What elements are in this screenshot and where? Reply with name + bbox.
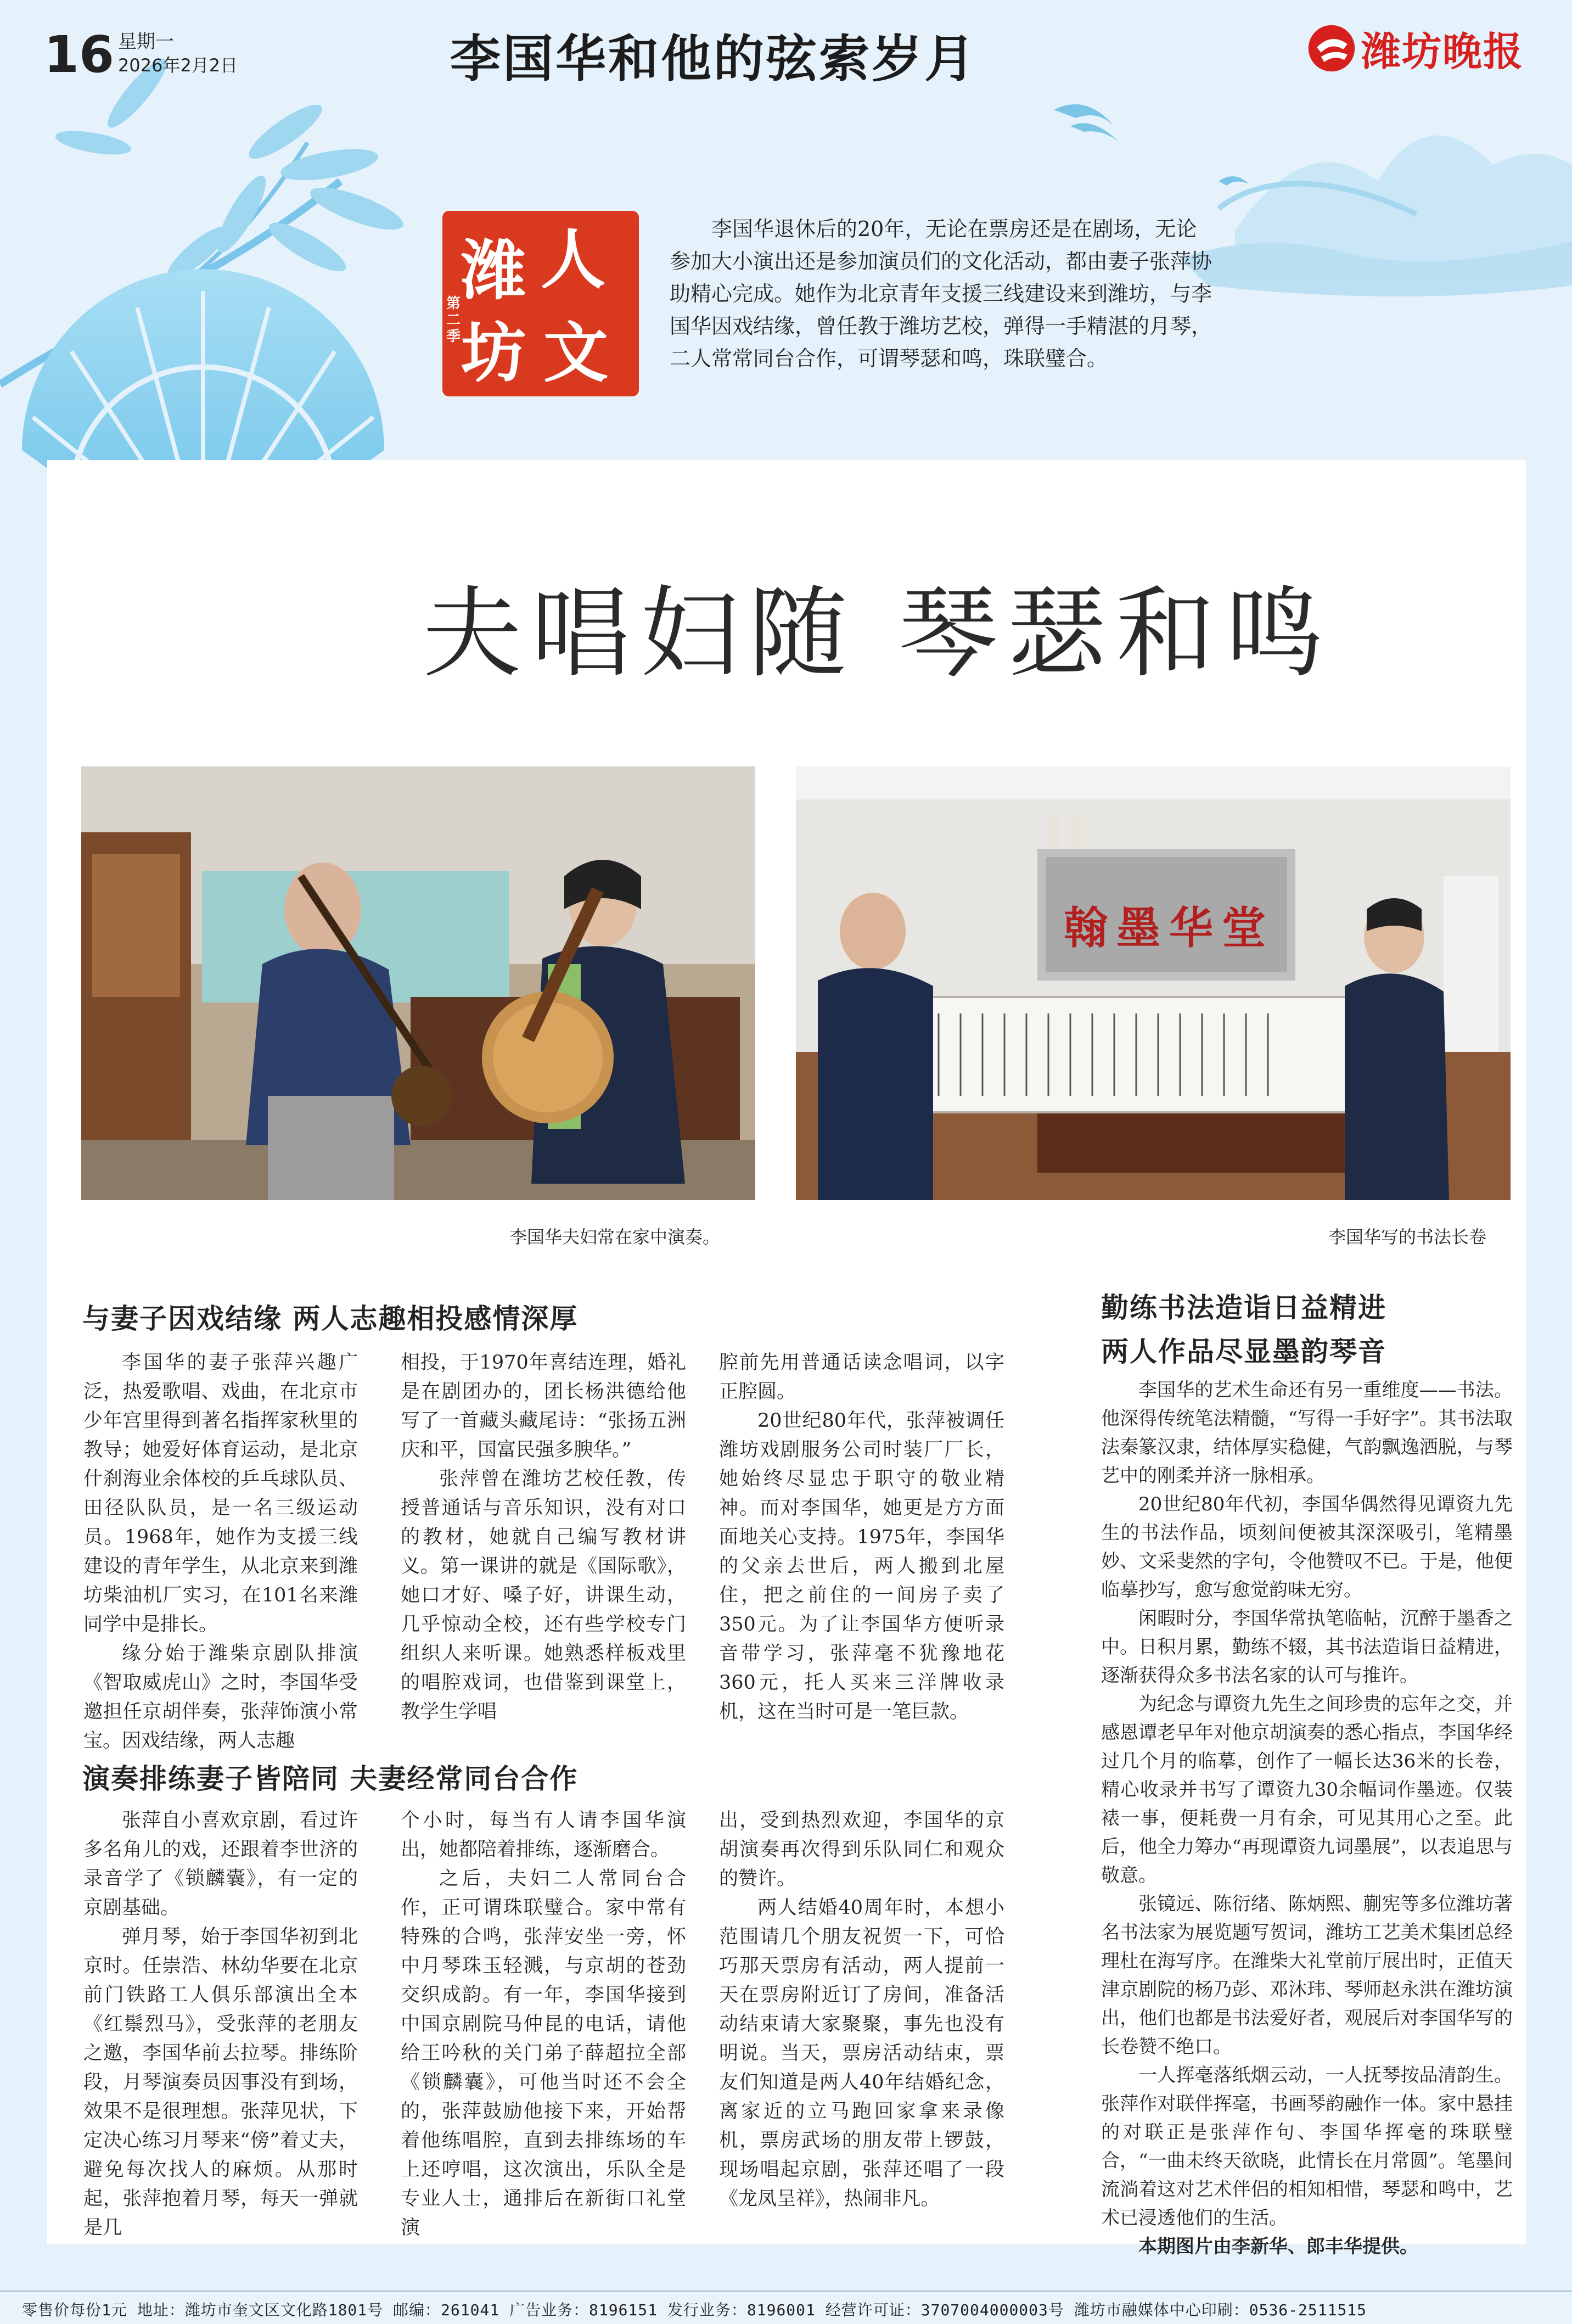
page-number: 16 xyxy=(44,25,115,84)
mountain-cloud-icon xyxy=(1180,136,1572,296)
bird-icon xyxy=(1054,104,1249,186)
page-title: 李国华和他的弦索岁月 xyxy=(450,30,978,88)
paragraph: 20世纪80年代，张萍被调任潍坊戏剧服务公司时装厂厂长，她始终尽显忠于职守的敬业精神。而对李国华，她更是方方面面地关心支持。1975年，李国华的父亲去世后，两人搬到北屋住，把之前住的一间房子卖了350元。为了让李国华方便听录音带学习，张萍毫不犹豫地花360元，托人买来三洋牌收录机，这在当时可是一笔巨款。 xyxy=(719,1410,1004,1723)
article-column xyxy=(719,1348,1004,1727)
paragraph: 两人结婚40周年时，本想小范围请几个朋友祝贺一下，可恰巧那天票房有活动，两人提前一天在票房附近订了房间，准备活动结束请大家聚聚，事先也没有明说。当天，票房活动结束，票友们知道是两人40年结婚纪念，离家近的立马跑回家拿来录像机，票房武场的朋友带上锣鼓，现场唱起京剧，张萍还唱了一段《龙凤呈祥》，热闹非凡。 xyxy=(719,1897,1004,2210)
paragraph: 腔前先用普通话读念唱词，以字正腔圆。 xyxy=(719,1352,1004,1403)
paragraph: 李国华的艺术生命还有另一重维度——书法。他深得传统笔法精髓，“写得一手好字”。其书法取法秦篆汉隶，结体厚实稳健，气韵飘逸洒脱，与琴艺中的刚柔并济一脉相承。 xyxy=(1101,1379,1513,1487)
column-seal xyxy=(439,208,642,400)
calligraphy-plaque: 翰墨华堂 xyxy=(1064,902,1275,954)
article-column xyxy=(719,1806,1004,2214)
seal-char: 潍 xyxy=(461,232,526,309)
intro-text: 李国华退休后的20年，无论在票房还是在剧场，无论参加大小演出还是参加演员们的文化活动，都由妻子张萍协助精心完成。她作为北京青年支援三线建设来到潍坊，与李国华因戏结缘，曾任教于潍坊艺校，弹得一手精湛的月琴，二人常常同台合作，可谓琴瑟和鸣，珠联璧合。 xyxy=(670,217,1212,371)
paragraph: 李国华的妻子张萍兴趣广泛，热爱歌唱、戏曲，在北京市少年宫里得到著名指挥家秋里的教导；她爱好体育运动，是北京什刹海业余体校的乒乓球队员、田径队队员，是一名三级运动员。1968年，她作为支援三线建设的青年学生，从北京来到潍坊柴油机厂实习，在101名来潍同学中是排长。 xyxy=(83,1352,358,1636)
paragraph: 相投，于1970年喜结连理，婚礼是在剧团办的，团长杨洪德给他写了一首藏头藏尾诗：“张扬五洲庆和平，国富民强多腴华。” xyxy=(401,1352,686,1461)
article-column xyxy=(83,1806,358,2243)
photo-credit: 本期图片由李新华、郎丰华提供。 xyxy=(1138,2236,1418,2258)
article-column xyxy=(401,1806,686,2243)
paragraph: 张镜远、陈衍绪、陈炳熙、蒯宪等多位潍坊著名书法家为展览题写贺词，潍坊工艺美术集团总经理杜在海写序。在潍柴大礼堂前厅展出时，正值天津京剧院的杨乃彭、邓沐玮、琴师赵永洪在潍坊演出，他们也都是书法爱好者，观展后对李国华写的长卷赞不绝口。 xyxy=(1101,1893,1513,2058)
paragraph: 张萍曾在潍坊艺校任教，传授普通话与音乐知识，没有对口的教材，她就自己编写教材讲义。第一课讲的就是《国际歌》，她口才好、嗓子好，讲课生动，几乎惊动全校，还有些学校专门组织人来听课。她熟悉样板戏里的唱腔戏词，也借鉴到课堂上，教学生学唱 xyxy=(401,1468,686,1723)
paragraph: 20世纪80年代初，李国华偶然得见谭资九先生的书法作品，顷刻间便被其深深吸引，笔精墨妙、文采斐然的字句，令他赞叹不已。于是，他便临摹抄写，愈写愈觉韵味无穷。 xyxy=(1101,1493,1513,1601)
photo-calligraphy-scroll-image xyxy=(796,766,1511,1200)
article-column xyxy=(401,1348,686,1727)
paragraph: 一人挥毫落纸烟云动，一人抚琴按品清韵生。张萍作对联伴挥毫，书画琴韵融作一体。家中悬挂的对联正是张萍作句、李国华挥毫的珠联璧合，“一曲未终天欲晓，此情长在月常圆”。笔墨间流淌着这对艺术伴侣的相知相惜，琴瑟和鸣中，艺术已浸透他们的生活。 xyxy=(1101,2064,1513,2229)
photo-calligraphy-scroll xyxy=(796,766,1511,1200)
brand-name: 潍坊晚报 xyxy=(1361,29,1524,75)
season-label: 第二季 xyxy=(446,295,461,345)
seal-char: 人 xyxy=(541,221,606,298)
paragraph: 缘分始于潍柴京剧队排演《智取威虎山》之时，李国华受邀担任京胡伴奏，张萍饰演小常宝。因戏结缘，两人志趣 xyxy=(83,1643,358,1752)
paragraph: 出，受到热烈欢迎，李国华的京胡演奏再次得到乐队同仁和观众的赞许。 xyxy=(719,1810,1004,1890)
paragraph: 之后，夫妇二人常同台合作，正可谓珠联璧合。家中常有特殊的合鸣，张萍安坐一旁，怀中月琴珠玉轻溅，与京胡的苍劲交织成韵。有一年，李国华接到中国京剧院马仲昆的电话，请他给王吟秋的关门弟子薛超拉全部《锁麟囊》，可他当时还不会全的，张萍鼓励他接下来，开始帮着他练唱腔，直到去排练场的车上还哼唱，这次演出，乐队全是专业人士，通排后在新街口礼堂演 xyxy=(401,1868,686,2239)
article-column xyxy=(1101,1376,1513,2261)
seal-char: 坊 xyxy=(461,315,526,391)
article-column xyxy=(83,1348,358,1756)
weekday: 星期一 xyxy=(118,31,174,53)
section-title-2: 演奏排练妻子皆陪同 夫妻经常同台合作 xyxy=(82,1763,579,1795)
section-title-3-line1: 勤练书法造诣日益精进 xyxy=(1101,1292,1386,1324)
paragraph: 闲暇时分，李国华常执笔临帖，沉醉于墨香之中。日积月累，勤练不辍，其书法造诣日益精进，逐渐获得众多书法名家的认可与推许。 xyxy=(1101,1608,1513,1687)
brand xyxy=(1305,20,1524,77)
issue-date: 2026年2月2日 xyxy=(118,55,238,76)
paragraph: 张萍自小喜欢京剧，看过许多名角儿的戏，还跟着李世济的录音学了《锁麟囊》，有一定的京剧基础。 xyxy=(83,1810,358,1919)
section-title-3-line2: 两人作品尽显墨韵琴音 xyxy=(1101,1336,1386,1368)
brand-logo-icon xyxy=(1305,22,1358,75)
paragraph: 弹月琴，始于李国华初到北京时。任崇浩、林幼华要在北京前门铁路工人俱乐部演出全本《红鬃烈马》，受张萍的老朋友之邀，李国华前去拉琴。排练阶段，月琴演奏员因事没有到场，效果不是很理想。张萍见状，下定决心练习月琴来“傍”着丈夫，避免每次找人的麻烦。从那时起，张萍抱着月琴，每天一弹就是几 xyxy=(83,1926,358,2239)
page-header xyxy=(0,0,1572,93)
paragraph: 为纪念与谭资九先生之间珍贵的忘年之交，并感恩谭老早年对他京胡演奏的悉心指点，李国华经过几个月的临摹，创作了一幅长达36米的长卷，精心收录并书写了谭资九30余幅词作墨迹。仅装裱一事，便耗费一月有余，可见其用心之至。此后，他全力筹办“再现谭资九词墨展”，以表追思与敬意。 xyxy=(1101,1693,1513,1886)
photo-couple-playing-image xyxy=(81,766,755,1200)
photo-couple-playing xyxy=(81,766,755,1200)
footer-info: 零售价每份1元 地址：潍坊市奎文区文化路1801号 邮编：261041 广告业务：8196151 发行业务：8196001 经营许可证：3707004000003号 潍坊市融媒体中心印刷：0536-2511515 xyxy=(22,2301,1367,2319)
paragraph: 个小时，每当有人请李国华演出，她都陪着排练，逐渐磨合。 xyxy=(401,1810,686,1861)
headline: 夫唱妇随 琴瑟和鸣 xyxy=(423,576,1334,691)
page-footer xyxy=(0,2291,1572,2324)
seal-char: 文 xyxy=(543,315,609,391)
photo-caption-left: 李国华夫妇常在家中演奏。 xyxy=(509,1227,721,1247)
photo-caption-right: 李国华写的书法长卷 xyxy=(1328,1227,1487,1247)
section-title-1: 与妻子因戏结缘 两人志趣相投感情深厚 xyxy=(82,1303,579,1335)
